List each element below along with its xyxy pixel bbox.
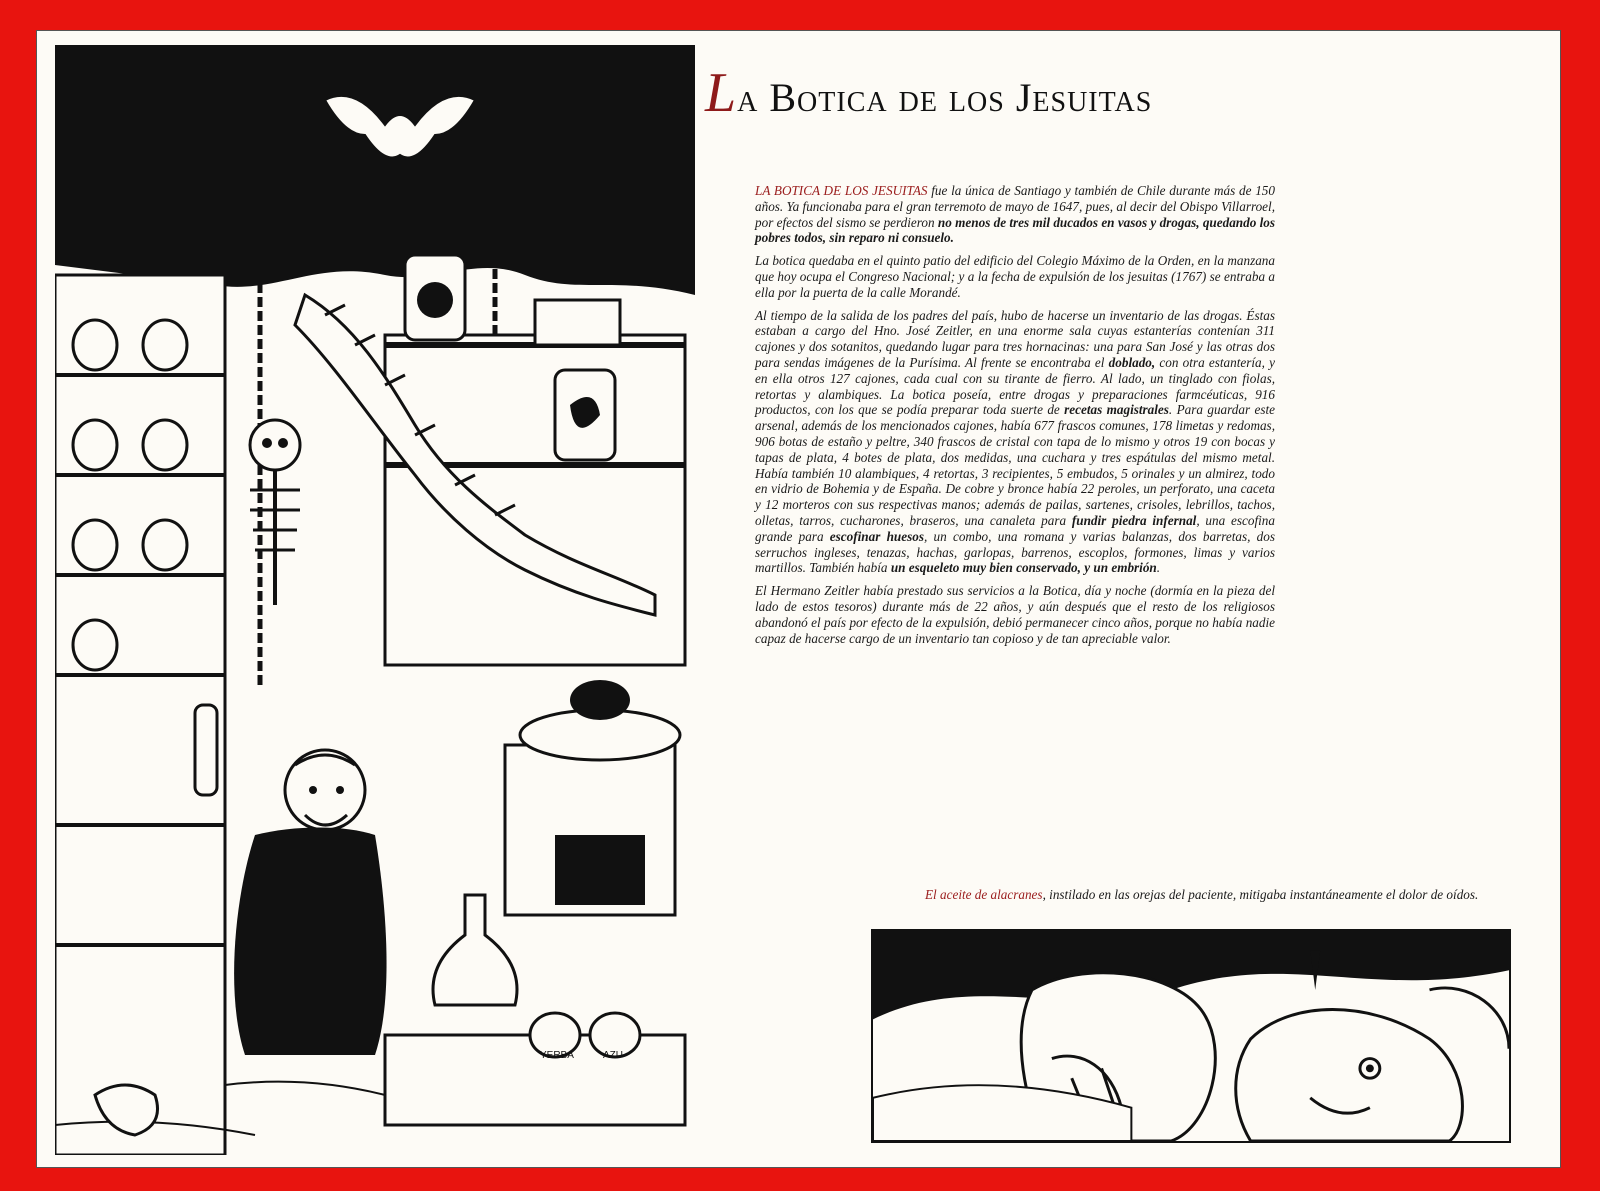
apothecary-illustration: [55, 45, 695, 1155]
p1-bold: no menos de tres mil ducados en vasos y drogas, quedando los pobres todos, sin reparo ni consuelo.: [755, 214, 1275, 246]
caption-highlight: El aceite de alacranes: [925, 887, 1043, 902]
p3-text-a: Al tiempo de la salida de los padres del país, hubo de hacerse un inventario de las drogas. Éstas estaban a cargo del Hno. José Zeitler, en una enorme sala cuyas estanterías contenían 311 cajones y dos sotanitos, quedando lugar para tres hornacinas: una para San José y las otras dos para sendas imágenes de la Purísima. Al frente se encontraba el: [755, 307, 1275, 370]
page-title: [705, 61, 1305, 125]
p3-bold-1: doblado,: [1108, 354, 1156, 370]
p3-text-d: , una escofina grande para: [755, 512, 1275, 544]
panel-caption: [925, 887, 1480, 903]
paragraph-2: La botica quedaba en el quinto patio del edificio del Colegio Máximo de la Orden, en la manzana que hoy ocupa el Congreso Nacional; y a la fecha de expulsión de los jesuitas (1767) se entraba a ella por la puerta de la calle Morandé.: [755, 253, 1275, 300]
paragraph-4: El Hermano Zeitler había prestado sus servicios a la Botica, día y noche (dormía en la pieza del lado de estos tesoros) durante más de 22 años, y aún después que el resto de los religiosos abandonó el país por efecto de la expulsión, debió permanecer cinco años, porque no había nadie capaz de hacerse cargo de un inventario tan copioso y de tan apreciable valor.: [755, 583, 1275, 646]
ear-treatment-drawing: [873, 931, 1509, 1141]
p3-text-e: , un combo, una romana y varias balanzas, dos barretas, dos serruchos ingleses, tenazas, hachas, garlopas, barrenos, escoplos, formones, limas y varios martillos. También había: [755, 528, 1275, 576]
paragraph-3: [755, 308, 1275, 577]
jar-label-yerba: YERBA: [540, 1050, 574, 1061]
title-initial: L: [705, 62, 738, 124]
p3-bold-2: recetas magistrales: [1064, 402, 1169, 418]
apothecary-drawing: [55, 45, 695, 1155]
jar-label-azu: AZU: [603, 1050, 623, 1061]
caption-text: , instilado en las orejas del paciente, mitigaba instantáneamente el dolor de oídos.: [1042, 887, 1479, 902]
article-body: [755, 183, 1275, 653]
p3-bold-5: un esqueleto muy bien conservado, y un embrión: [890, 560, 1157, 576]
paragraph-1: [755, 183, 1275, 246]
p3-text-c: . Para guardar este arsenal, además de los mencionados cajones, había 677 frascos comunes, 178 limetas y redomas, 906 botas de estaño y peltre, 340 frascos de cristal con tapa de lo mismo y otros 19 con bocas y tapas de plata, 4 botes de plata, dos medidas, una cuchara y tres espátulas del mismo metal. Había también 10 alambiques, 4 retortas, 3 recipientes, 5 embudos, 5 orinales y un almirez, todo en vidrio de Bohemia y de España. De cobre y bronce había 22 peroles, un perforato, una caceta y 12 morteros con sus respectivas manos; además de pailas, sartenes, crisoles, lebrillos, tachos, olletas, tarros, cucharones, braseros, una canaleta para: [755, 402, 1275, 528]
p1-text: fue la única de Santiago y también de Chile durante más de 150 años. Ya funcionaba para el gran terremoto de mayo de 1647, pues, al decir del Obispo Villarroel, por efectos del sismo se perdieron: [755, 183, 1275, 230]
page: [36, 30, 1561, 1168]
p3-bold-4: escofinar huesos: [829, 528, 924, 544]
p1-highlight: LA BOTICA DE LOS JESUITAS: [755, 183, 928, 198]
p3-bold-3: fundir piedra infernal: [1071, 512, 1197, 528]
title-rest: a Botica de los Jesuitas: [737, 75, 1153, 120]
p3-text-f: .: [1156, 560, 1161, 576]
p3-text-b: con otra estantería, y en ella otros 127 cajones, cada cual con su tirante de fierro. Al lado, un tinglado con fiolas, retortas y alambiques. La botica poseía, entre drogas y preparaciones farmcéuticas, 916 productos, con los que se podía preparar toda suerte de: [755, 354, 1275, 418]
comic-panel: [871, 929, 1511, 1143]
